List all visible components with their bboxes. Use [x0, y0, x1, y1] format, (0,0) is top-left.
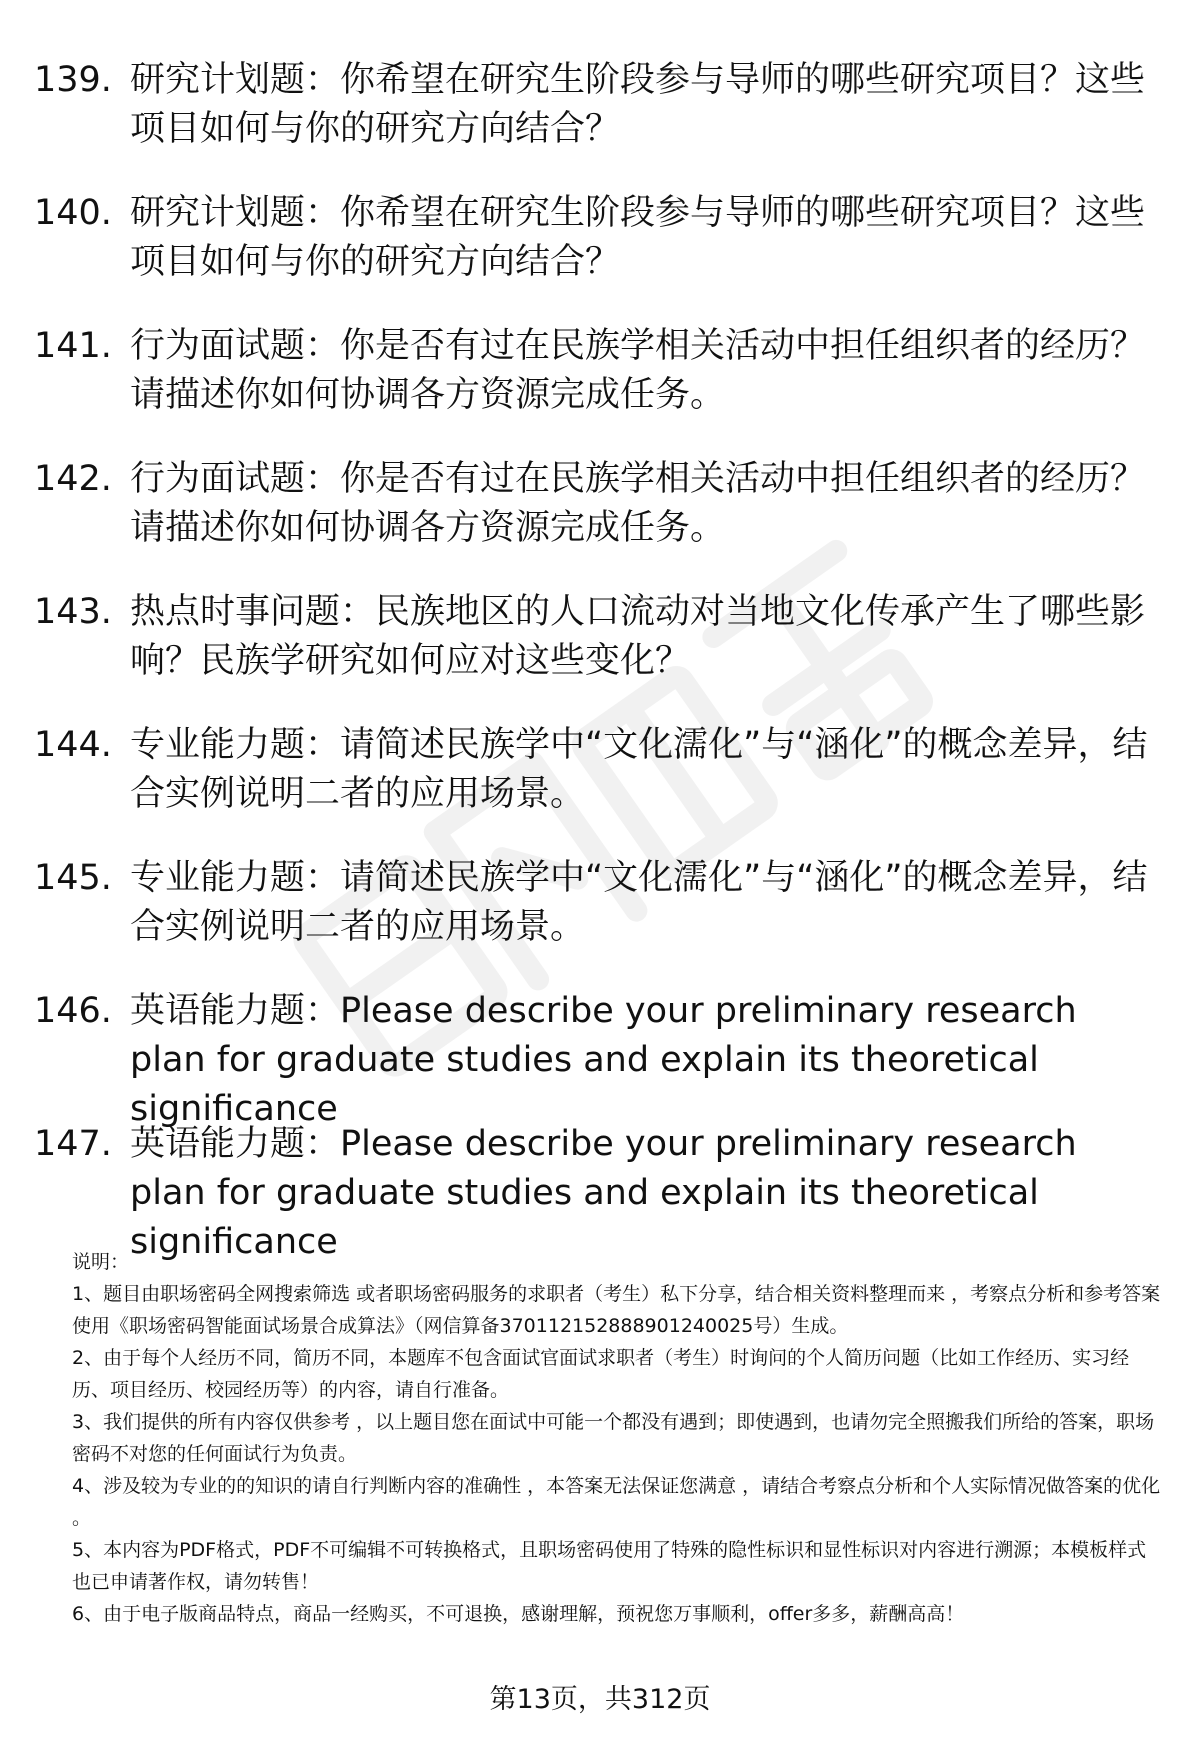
note-item: 5、本内容为PDF格式，PDF不可编辑不可转换格式，且职场密码使用了特殊的隐性标识和显性标识对内容进行溯源；本模板样式也已申请著作权，请勿转售！: [72, 1539, 1147, 1593]
question-number: 146.: [34, 991, 112, 1031]
note-item: 2、由于每个人经历不同，简历不同，本题库不包含面试官面试求职者（考生）时询问的个人简历问题（比如工作经历、实习经历、项目经历、校园经历等）的内容，请自行准备。: [72, 1347, 1130, 1401]
question-item: [34, 56, 1164, 189]
question-number: 141.: [34, 326, 112, 366]
question-text: 热点时事问题：民族地区的人口流动对当地文化传承产生了哪些影响？民族学研究如何应对这些变化？: [130, 592, 1146, 681]
question-text: 英语能力题：Please describe your preliminary research plan for graduate studies and explain its theoretical significance: [130, 991, 1077, 1129]
question-number: 147.: [34, 1124, 112, 1164]
question-item: [34, 455, 1164, 588]
note-item: 1、题目由职场密码全网搜索筛选 或者职场密码服务的求职者（考生）私下分享，结合相关资料整理而来 ，考察点分析和参考答案使用《职场密码智能面试场景合成算法》（网信算备370112152888901240025号）生成。: [72, 1283, 1161, 1337]
question-number: 143.: [34, 592, 112, 632]
question-list: [34, 56, 1164, 1262]
question-item: [34, 588, 1164, 721]
question-item: [34, 322, 1164, 455]
question-item: [34, 721, 1164, 854]
notes-section: [72, 1246, 1162, 1630]
question-text: 研究计划题：你希望在研究生阶段参与导师的哪些研究项目？这些项目如何与你的研究方向结合？: [130, 60, 1146, 149]
note-item: 4、涉及较为专业的的知识的请自行判断内容的准确性 ，本答案无法保证您满意 ，请结合考察点分析和个人实际情况做答案的优化 。: [72, 1475, 1161, 1529]
question-number: 145.: [34, 858, 112, 898]
question-item: [34, 854, 1164, 987]
question-text: 英语能力题：Please describe your preliminary research plan for graduate studies and explain its theoretical significance: [130, 1124, 1077, 1262]
question-number: 142.: [34, 459, 112, 499]
notes-heading: 说明：: [72, 1251, 130, 1273]
page-number: 第13页，共312页: [489, 1684, 711, 1715]
question-number: 139.: [34, 60, 112, 100]
question-text: 专业能力题：请简述民族学中“文化濡化”与“涵化”的概念差异，结合实例说明二者的应用场景。: [130, 858, 1148, 947]
note-item: 6、由于电子版商品特点，商品一经购买，不可退换，感谢理解，预祝您万事顺利，offer多多，薪酬高高！: [72, 1603, 965, 1625]
note-item: 3、我们提供的所有内容仅供参考 ，以上题目您在面试中可能一个都没有遇到；即使遇到，也请勿完全照搬我们所给的答案，职场密码不对您的任何面试行为负责。: [72, 1411, 1155, 1465]
question-number: 140.: [34, 193, 112, 233]
question-number: 144.: [34, 725, 112, 765]
question-item: [34, 189, 1164, 322]
question-text: 专业能力题：请简述民族学中“文化濡化”与“涵化”的概念差异，结合实例说明二者的应用场景。: [130, 725, 1148, 814]
question-text: 行为面试题：你是否有过在民族学相关活动中担任组织者的经历？请描述你如何协调各方资源完成任务。: [130, 326, 1146, 415]
question-text: 研究计划题：你希望在研究生阶段参与导师的哪些研究项目？这些项目如何与你的研究方向结合？: [130, 193, 1146, 282]
question-text: 行为面试题：你是否有过在民族学相关活动中担任组织者的经历？请描述你如何协调各方资源完成任务。: [130, 459, 1146, 548]
question-item: [34, 987, 1164, 1129]
